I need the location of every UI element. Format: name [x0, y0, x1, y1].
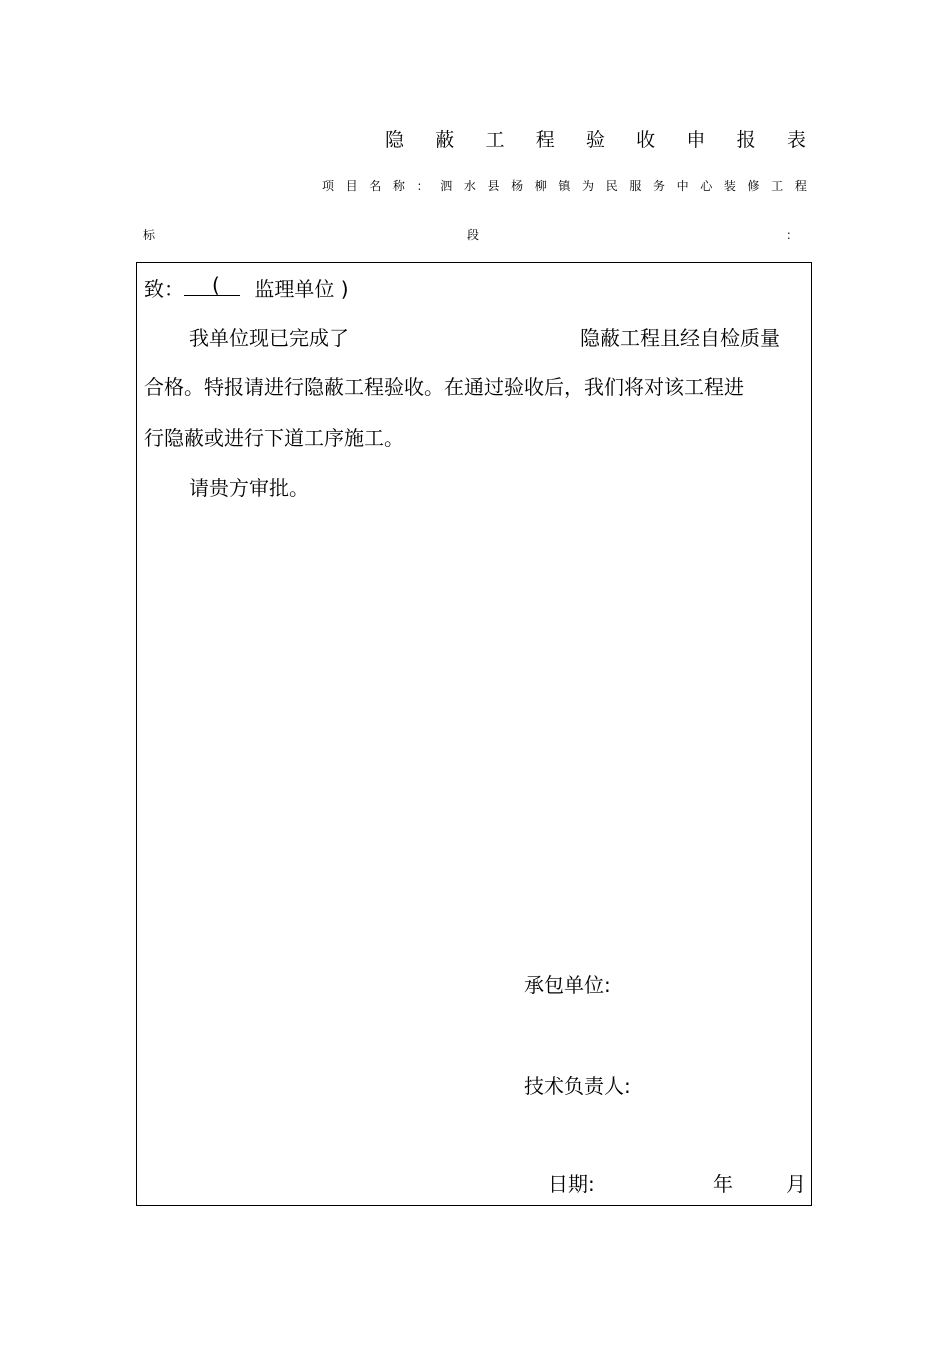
paragraph-3: 行隐蔽或进行下道工序施工。 [144, 426, 404, 450]
project-char: 工 [771, 179, 784, 193]
addressee-line [144, 275, 349, 302]
tech-lead-label: 技术负责人: [524, 1074, 631, 1098]
project-char: 为 [582, 179, 595, 193]
title-char: 工 [485, 129, 505, 151]
title-char: 收 [636, 129, 656, 151]
project-char: 镇 [558, 179, 571, 193]
paragraph-1-end: 隐蔽工程且经自检质量 [580, 326, 780, 350]
project-char: 程 [794, 179, 807, 193]
month-label: 月 [786, 1172, 806, 1196]
project-char: 民 [605, 179, 618, 193]
project-char: 服 [629, 179, 642, 193]
date-label: 日期: [548, 1172, 595, 1196]
project-char: 县 [487, 179, 500, 193]
project-char: 柳 [534, 179, 547, 193]
section-line [143, 227, 798, 243]
project-char: 水 [463, 179, 476, 193]
project-char: 名 [369, 179, 382, 193]
section-colon: ： [785, 228, 798, 242]
title-char: 蔽 [435, 129, 455, 151]
project-name-line [322, 178, 807, 194]
project-char: 装 [723, 179, 736, 193]
title-char: 程 [535, 129, 555, 151]
section-middle: 段 [467, 228, 480, 242]
title-char: 验 [585, 129, 605, 151]
form-title [385, 128, 806, 152]
title-char: 表 [786, 129, 806, 151]
section-label: 标 [143, 228, 156, 242]
project-char: 项 [322, 179, 335, 193]
title-char: 隐 [385, 129, 405, 151]
project-char: 修 [747, 179, 760, 193]
supervisor-blank [184, 275, 240, 296]
supervisor-unit-label: 监理单位 ) [254, 277, 349, 301]
contractor-label: 承包单位: [524, 973, 611, 997]
paragraph-2: 合格。特报请进行隐蔽工程验收。在通过验收后，我们将对该工程进 [144, 375, 744, 399]
paragraph-1-start: 我单位现已完成了 [189, 326, 349, 350]
addressee-prefix: 致： [144, 277, 184, 301]
project-char: ： [416, 179, 429, 193]
title-char: 报 [736, 129, 756, 151]
paragraph-4: 请贵方审批。 [189, 476, 309, 500]
paren-open: ( [212, 273, 220, 297]
project-char: 目 [345, 179, 358, 193]
project-char: 称 [392, 179, 405, 193]
project-char: 泗 [440, 179, 453, 193]
project-char: 务 [652, 179, 665, 193]
project-char: 心 [700, 179, 713, 193]
year-label: 年 [713, 1172, 733, 1196]
project-char: 中 [676, 179, 689, 193]
form-box [136, 262, 812, 1206]
project-char: 杨 [511, 179, 524, 193]
title-char: 申 [686, 129, 706, 151]
